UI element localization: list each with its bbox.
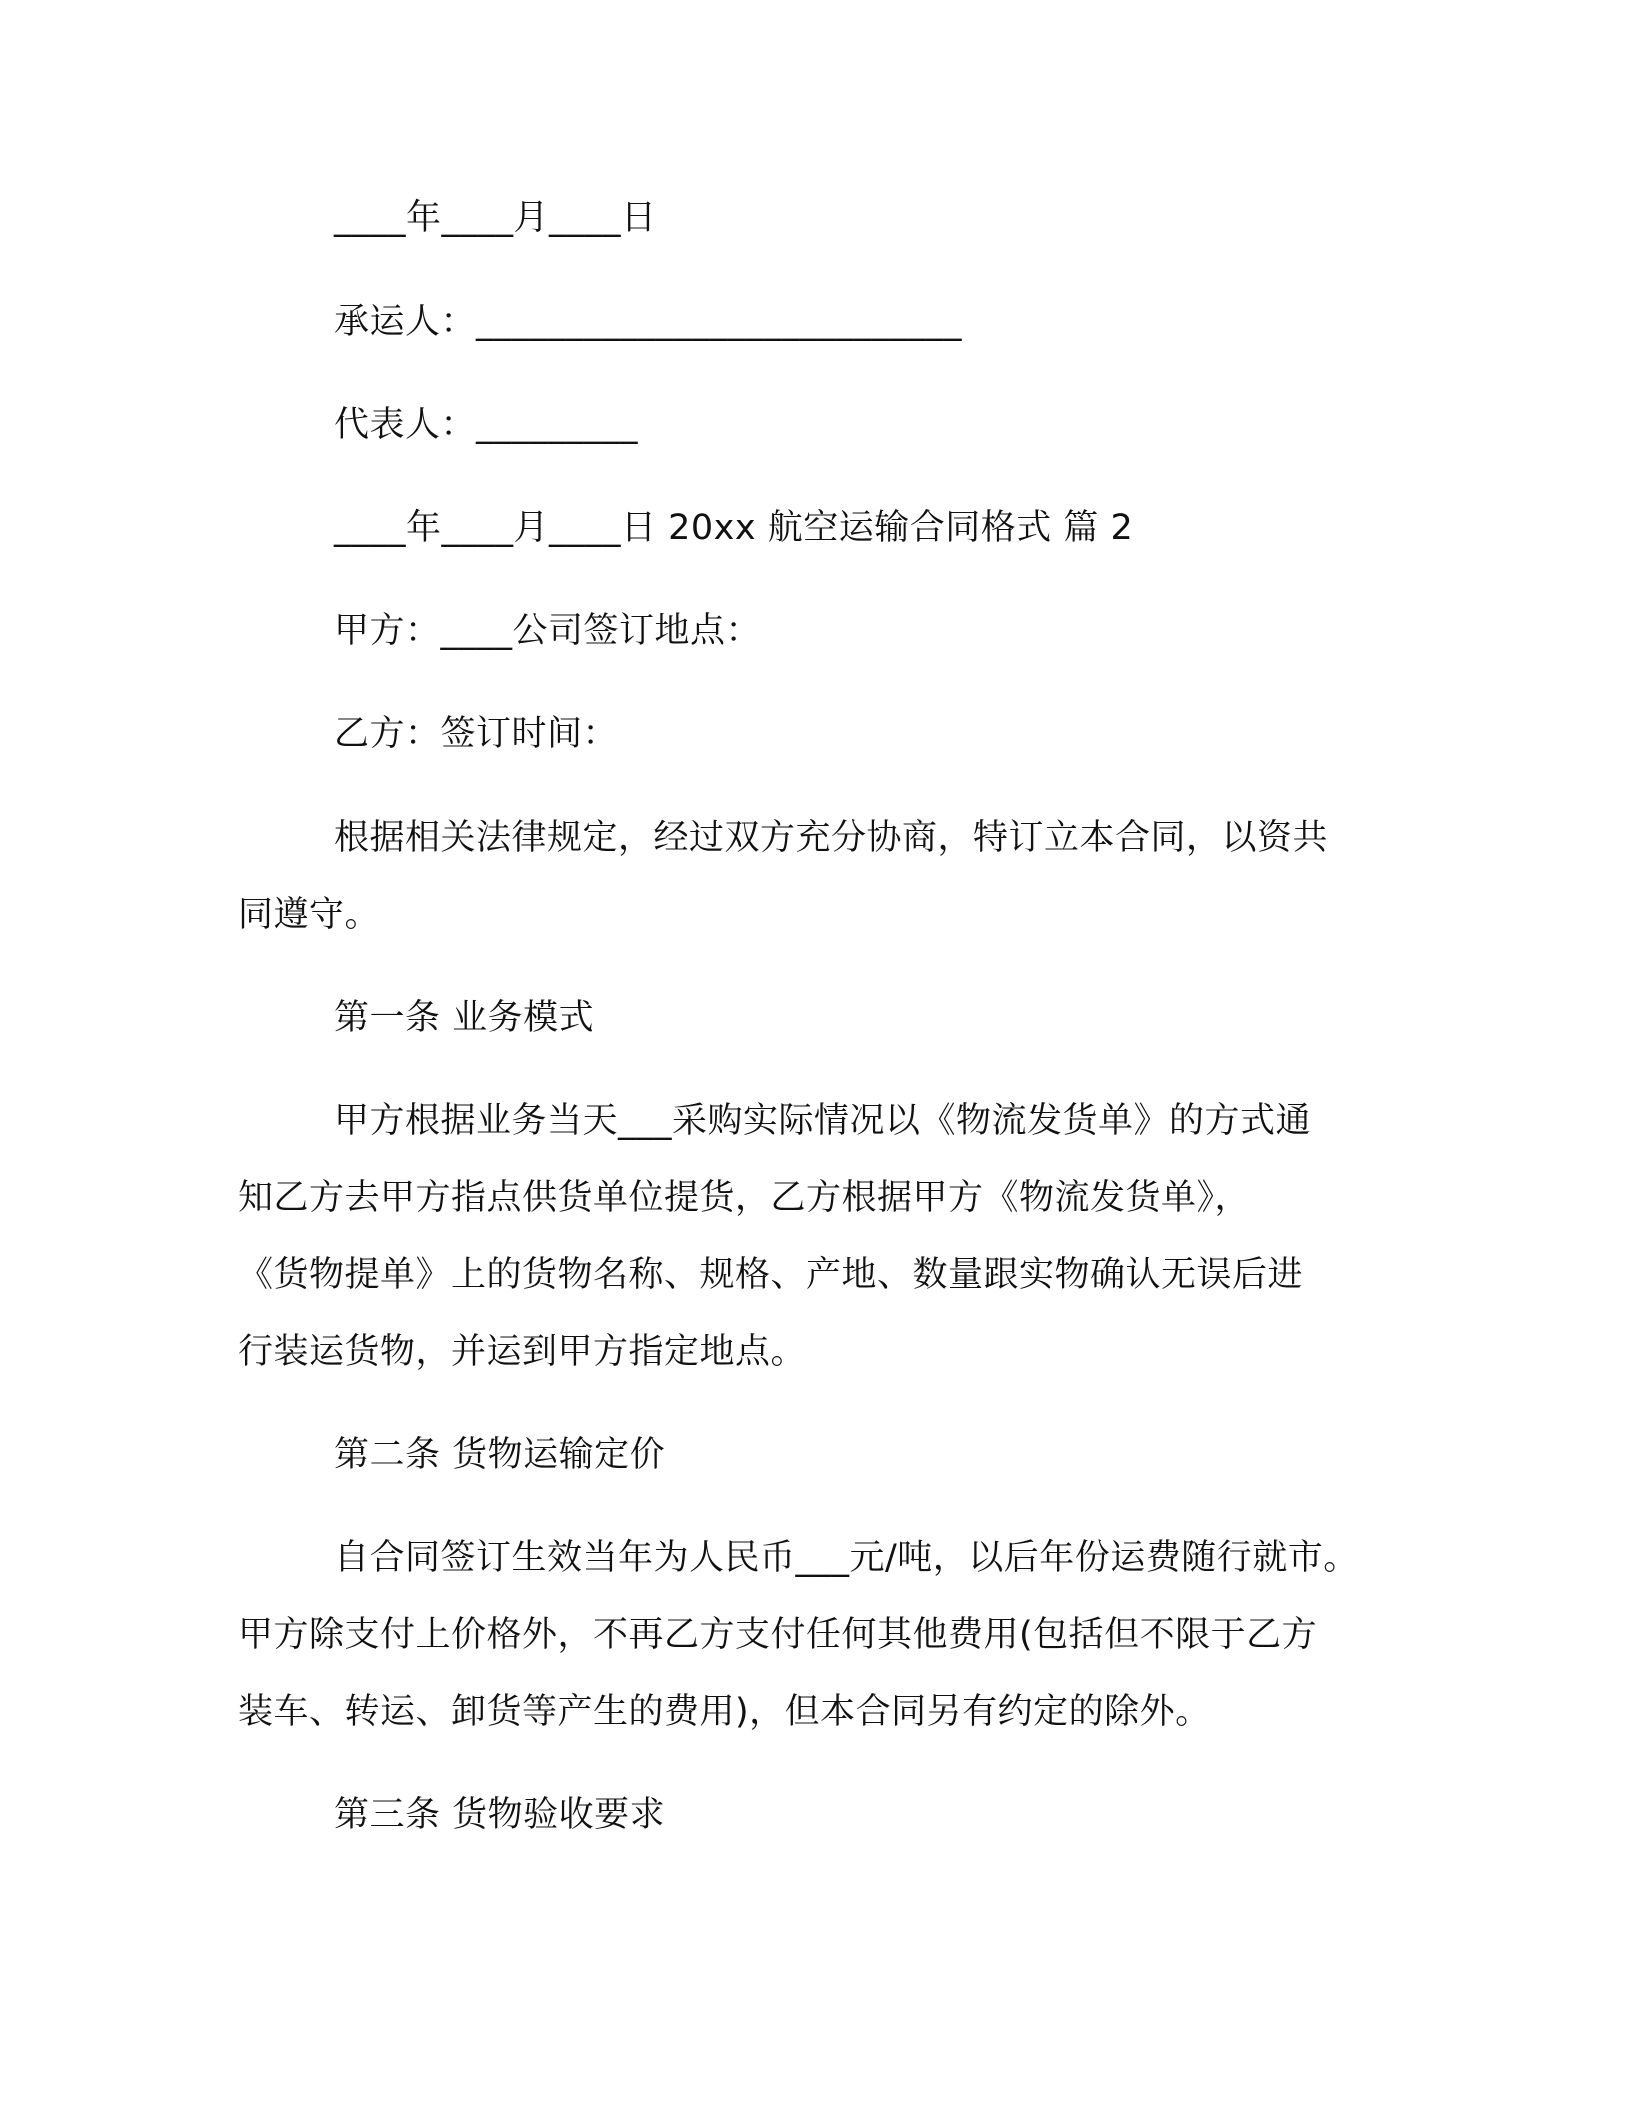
representative-line: 代表人：_________ — [334, 405, 639, 445]
date-title-line: ____年____月____日 20xx 航空运输合同格式 篇 2 — [334, 508, 1134, 548]
article-2-line-3: 装车、转运、卸货等产生的费用)，但本合同另有约定的除外。 — [238, 1692, 1211, 1732]
article-1-line-3: 《货物提单》上的货物名称、规格、产地、数量跟实物确认无误后进 — [238, 1255, 1304, 1295]
article-1-heading: 第一条 业务模式 — [334, 998, 595, 1038]
article-2-heading: 第二条 货物运输定价 — [334, 1435, 666, 1475]
preamble-line-1: 根据相关法律规定，经过双方充分协商，特订立本合同，以资共 — [334, 818, 1329, 858]
date-line-1: ____年____月____日 — [334, 198, 657, 238]
party-a-line: 甲方：____公司签订地点： — [334, 611, 762, 651]
party-b-line: 乙方：签订时间： — [334, 714, 619, 754]
article-1-line-4: 行装运货物，并运到甲方指定地点。 — [238, 1332, 807, 1372]
article-2-line-1: 自合同签订生效当年为人民币___元/吨，以后年份运费随行就市。 — [334, 1538, 1359, 1578]
article-1-line-1: 甲方根据业务当天___采购实际情况以《物流发货单》的方式通 — [334, 1101, 1312, 1141]
article-2-line-2: 甲方除支付上价格外，不再乙方支付任何其他费用(包括但不限于乙方 — [238, 1615, 1318, 1655]
carrier-line: 承运人：___________________________ — [334, 302, 963, 342]
article-1-line-2: 知乙方去甲方指点供货单位提货，乙方根据甲方《物流发货单》， — [238, 1178, 1251, 1218]
preamble-line-2: 同遵守。 — [238, 895, 381, 935]
article-3-heading: 第三条 货物验收要求 — [334, 1795, 666, 1835]
